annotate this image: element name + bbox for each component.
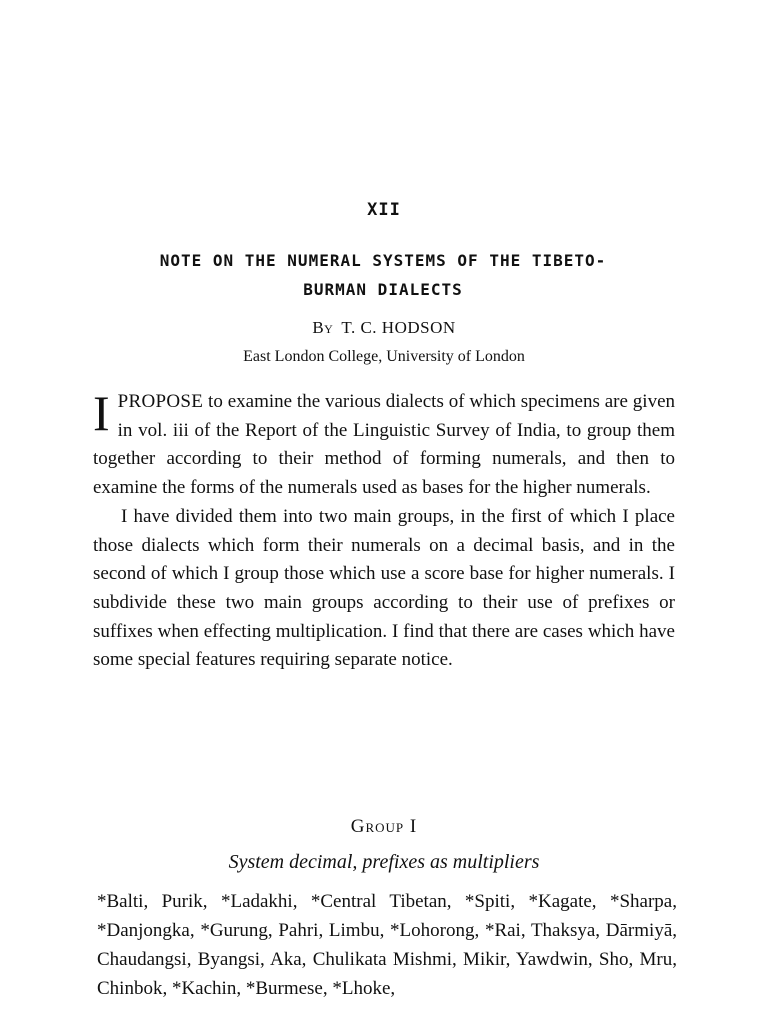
author-affiliation: East London College, University of London bbox=[243, 348, 525, 365]
author-name: T. C. HODSON bbox=[341, 318, 456, 337]
paragraph-1-rest: specimens are given in vol. iii of the Report of the Linguistic Survey of India, to group them together according to their method of forming numerals, and then to examine the forms of the numerals used as bases for the higher numerals. bbox=[93, 391, 676, 499]
paragraph-1-lead: PROPOSE bbox=[117, 391, 204, 412]
article-title bbox=[88, 246, 678, 304]
drop-cap: I bbox=[93, 385, 110, 441]
byline bbox=[0, 318, 768, 338]
group-subheading: System decimal, prefixes as multipliers bbox=[228, 851, 540, 873]
chapter-number: XII bbox=[367, 200, 401, 220]
paragraph-2: I have divided them into two main groups, in the first of which I place those dialects which form their numerals on a decimal basis, and in the second of which I group those which use a score base for higher numerals. I subdivide these two main groups according to their use of prefixes or suffixes when effecting multiplication. I find that there are cases which have some special features requiring separate notice. bbox=[93, 505, 675, 671]
body-text bbox=[93, 385, 676, 675]
group-heading: Group I bbox=[350, 816, 418, 837]
paragraph-1 bbox=[93, 385, 676, 503]
dialect-list: *Balti, Purik, *Ladakhi, *Central Tibetan, *Spiti, *Kagate, *Sharpa, *Danjongka, *Gurung, Pahri, Limbu, *Lohorong, *Rai, Thaksya, Dārmiyā, Chaudangsi, Byangsi, Aka, Chulikata Mishmi, Mikir, Yawdwin, Sho, Mru, Chinbok, *Kachin, *Burmese, *Lhoke, bbox=[97, 891, 677, 999]
paragraph-1-first-line: to examine the various dialects of which bbox=[203, 391, 516, 412]
article-title-line-1: NOTE ON THE NUMERAL SYSTEMS OF THE TIBETO- bbox=[159, 251, 607, 270]
article-title-line-2: BURMAN DIALECTS bbox=[303, 280, 463, 299]
byline-prefix: By bbox=[312, 318, 334, 337]
